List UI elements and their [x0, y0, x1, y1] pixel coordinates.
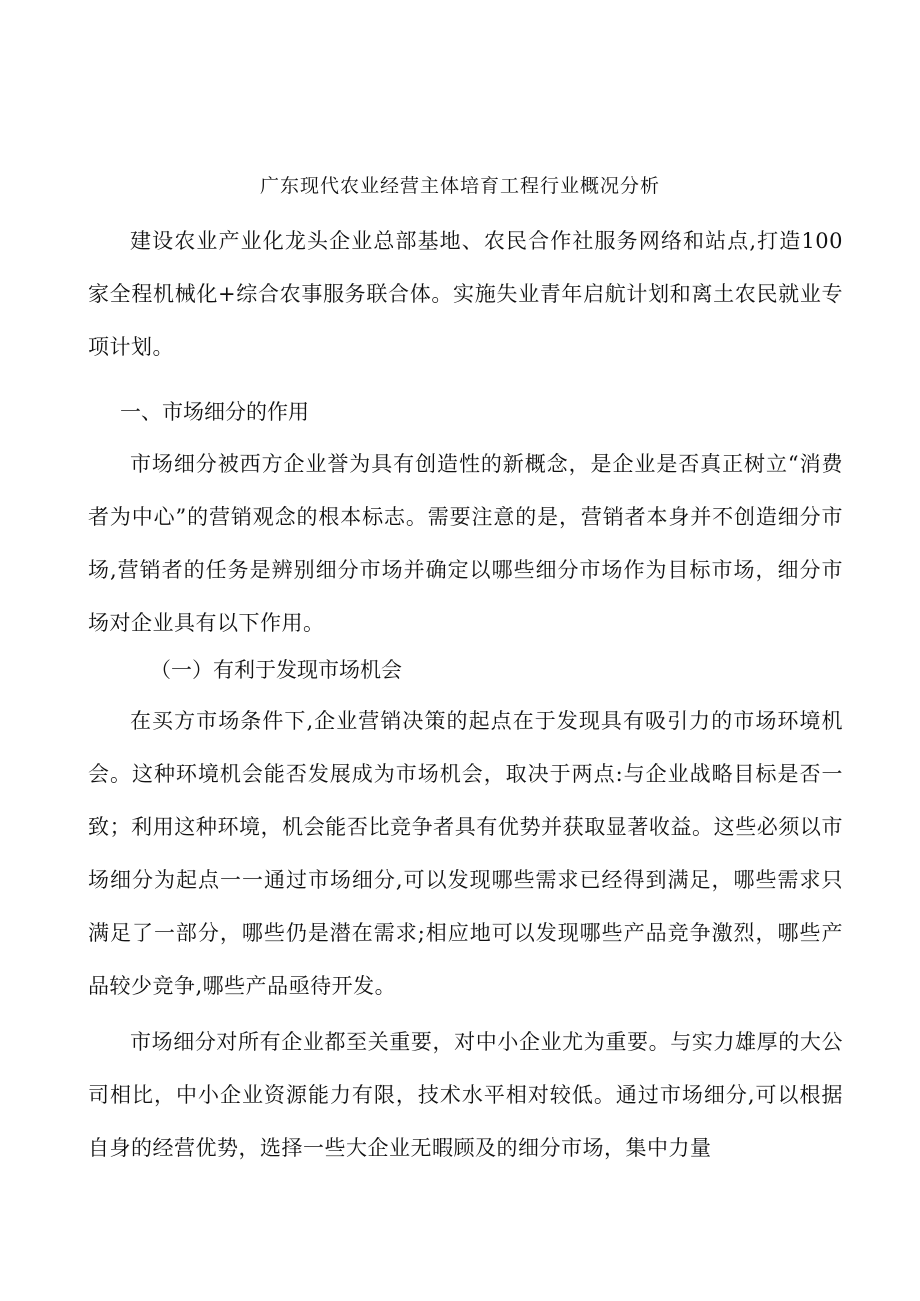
document-title: 广东现代农业经营主体培育工程行业概况分析 [259, 175, 660, 197]
paragraph-intro: 建设农业产业化龙头企业总部基地、农民合作社服务网络和站点,打造100家全程机械化+综合农事服务联合体。实施失业青年启航计划和离土农民就业专项计划。 [88, 229, 843, 359]
section-heading-market-segmentation-role: 一、市场细分的作用 [120, 400, 309, 424]
paragraph-small-business: 市场细分对所有企业都至关重要，对中小企业尤为重要。与实力雄厚的大公司相比，中小企业资源能力有限，技术水平相对较低。通过市场细分,可以根据自身的经营优势，选择一些大企业无暇顾及的细分市场，集中力量 [88, 1030, 843, 1160]
paragraph-segment-role: 市场细分被西方企业誉为具有创造性的新概念，是企业是否真正树立“消费者为中心”的营销观念的根本标志。需要注意的是，营销者本身并不创造细分市场,营销者的任务是辨别细分市场并确定以哪些细分市场作为目标市场，细分市场对企业具有以下作用。 [88, 452, 843, 635]
paragraph-opportunity: 在买方市场条件下,企业营销决策的起点在于发现具有吸引力的市场环境机会。这种环境机会能否发展成为市场机会，取决于两点:与企业战略目标是否一致；利用这种环境，机会能否比竞争者具有优势并获取显著收益。这些必须以市场细分为起点一一通过市场细分,可以发现哪些需求已经得到满足，哪些需求只满足了一部分，哪些仍是潜在需求;相应地可以发现哪些产品竞争激烈，哪些产品较少竞争,哪些产品亟待开发。 [88, 709, 843, 998]
subsection-heading-market-opportunity: （一）有利于发现市场机会 [150, 658, 402, 682]
